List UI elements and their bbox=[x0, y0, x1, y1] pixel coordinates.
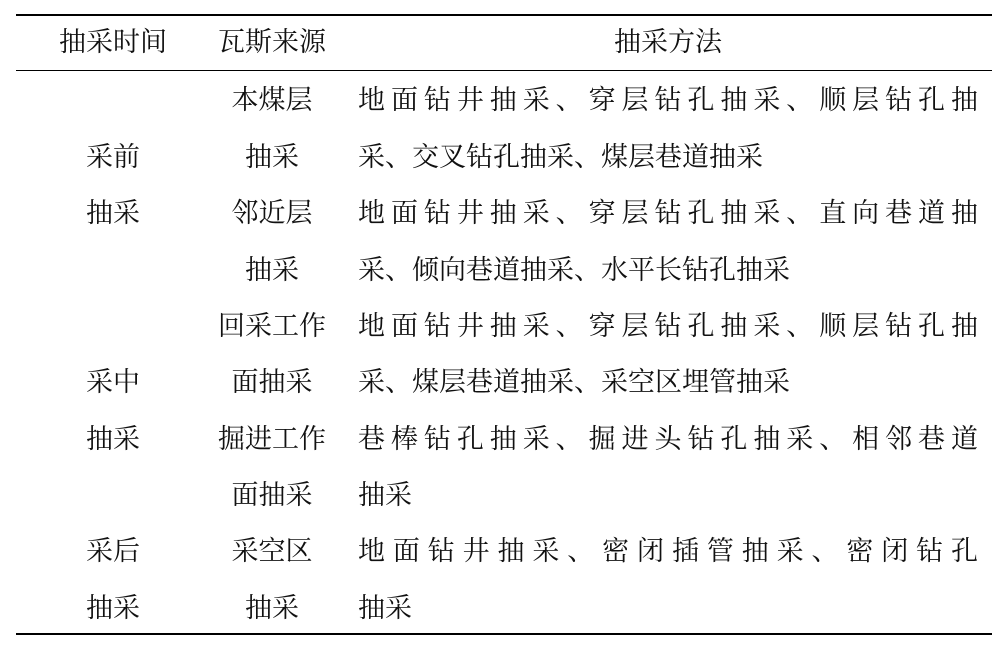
source-cell-line1: 本煤层 bbox=[231, 85, 313, 116]
method-cell-line2: 采、倾向巷道抽采、水平长钻孔抽采 bbox=[358, 255, 790, 286]
time-cell-line1: 采前 bbox=[86, 142, 140, 173]
method-cell-line2: 采、交叉钻孔抽采、煤层巷道抽采 bbox=[358, 142, 763, 173]
time-cell-line1: 采后 bbox=[86, 536, 140, 567]
source-cell-line2: 面抽采 bbox=[231, 480, 313, 511]
header-gas-source: 瓦斯来源 bbox=[218, 27, 326, 58]
source-cell-line2: 面抽采 bbox=[231, 367, 313, 398]
header-extraction-method: 抽采方法 bbox=[614, 27, 722, 58]
source-cell-line1: 掘进工作 bbox=[218, 424, 326, 455]
method-cell-line2: 采、煤层巷道抽采、采空区埋管抽采 bbox=[358, 367, 790, 398]
method-cell-line2: 抽采 bbox=[358, 593, 412, 624]
time-cell-line2: 抽采 bbox=[86, 198, 140, 229]
method-cell-line1: 巷棒钻孔抽采、掘进头钻孔抽采、相邻巷道 bbox=[358, 424, 978, 455]
source-cell-line2: 抽采 bbox=[245, 255, 299, 286]
table-header-rule bbox=[16, 70, 992, 71]
method-cell-line2: 抽采 bbox=[358, 480, 412, 511]
table-bottom-rule bbox=[16, 633, 992, 635]
source-cell-line2: 抽采 bbox=[245, 593, 299, 624]
time-cell-line2: 抽采 bbox=[86, 593, 140, 624]
table-top-rule bbox=[16, 14, 992, 16]
method-cell-line1: 地面钻井抽采、穿层钻孔抽采、直向巷道抽 bbox=[358, 198, 978, 229]
source-cell-line1: 邻近层 bbox=[231, 198, 313, 229]
source-cell-line1: 回采工作 bbox=[218, 311, 326, 342]
time-cell-line2: 抽采 bbox=[86, 424, 140, 455]
method-cell-line1: 地面钻井抽采、穿层钻孔抽采、顺层钻孔抽 bbox=[358, 85, 978, 116]
method-cell-line1: 地面钻井抽采、密闭插管抽采、密闭钻孔 bbox=[358, 536, 978, 567]
time-cell-line1: 采中 bbox=[86, 367, 140, 398]
source-cell-line2: 抽采 bbox=[245, 142, 299, 173]
header-extraction-time: 抽采时间 bbox=[59, 27, 167, 58]
method-cell-line1: 地面钻井抽采、穿层钻孔抽采、顺层钻孔抽 bbox=[358, 311, 978, 342]
source-cell-line1: 采空区 bbox=[231, 536, 313, 567]
